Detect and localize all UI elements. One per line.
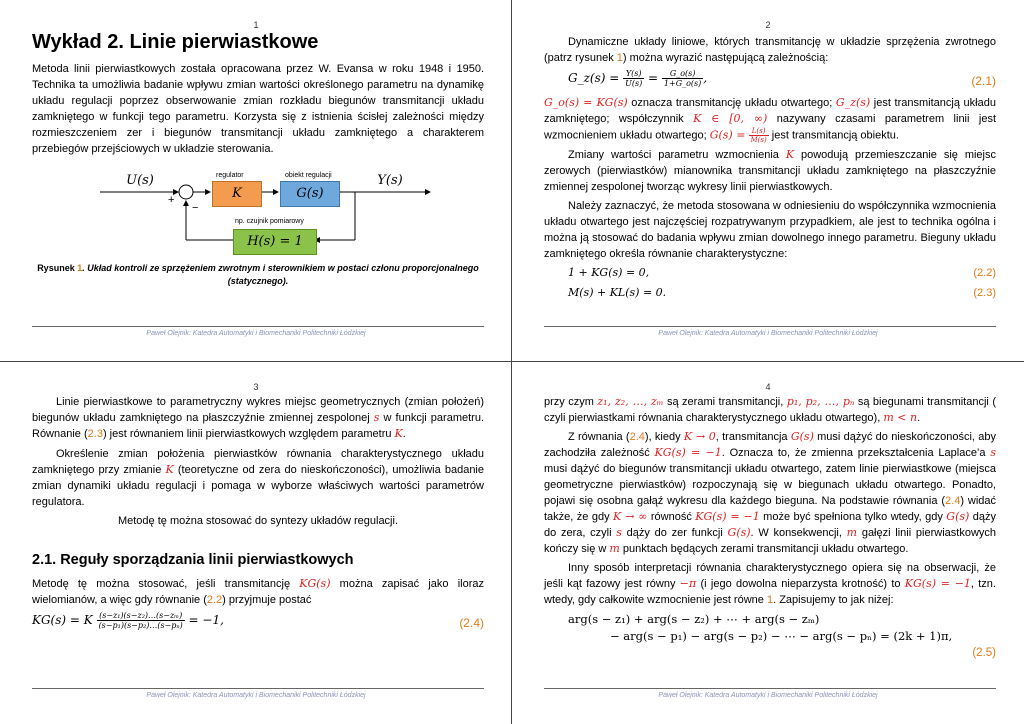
page-footer: Paweł Olejnik: Katedra Automatyki i Biomechaniki Politechniki Łódzkiej: [146, 692, 366, 699]
slide-page-3: [0, 362, 512, 724]
slide-page-1: [0, 0, 512, 362]
equation-2-4: KG(s) = K $\frac{\text{(s−z₁)(s−z₂)…(s−zₘ)}}{\text{(s−p₁)(s−p₂)…(s−pₙ)}}$ = −1, (2.4): [32, 611, 484, 631]
page-number: 3: [253, 382, 259, 392]
figure-caption: Rysunek 1. Układ kontroli ze sprzężeniem zwrotnym i sterownikiem w postaci członu proporcjonalnego (statycznego).: [37, 263, 479, 286]
paragraph: Z równania (2.4), kiedy K → 0, transmitancja G(s) musi dążyć do nieskończoności, aby zachodziła zależność KG(s) = −1. Oznacza to, że zmienna przekształcenia Laplace’a s musi dążyć do biegunów transmitancji układu otwartego, zatem linie pierwiastkowe (miejsca geometryczne pierwiastków) rozpoczynają się w biegunach układu otwartego. Ponadto, pojawi się osobna gałąź wykresu dla każdego bieguna. Na podstawie równania (2.4) widać także, że gdy K → ∞ równość KG(s) = −1 może być spełniona tylko wtedy, gdy G(s) dąży do zera, czyli s dąży do zer funkcji G(s). W konsekwencji, m gałęzi linii pierwiastkowych kończy się w m punktach będących zerami transmitancji układu otwartego.: [544, 430, 997, 555]
equation-number: (2.2): [973, 267, 996, 279]
paragraph: Linie pierwiastkowe to parametryczny wykres miejsc geometrycznych (zmian położeń) biegunów układu zamkniętego na płaszczyźnie zmiennej zespolonej s w funkcji parametru. Równanie (2.3) jest równaniem linii pierwiastkowych względem parametru K.: [32, 396, 485, 441]
footer-rule: [544, 688, 996, 689]
slide-page-4: [512, 362, 1024, 724]
equation-number: (2.3): [973, 287, 996, 299]
equation-2-1: G_z(s) = $\frac{Y(s)}{U(s)}$ = $\frac{G\_o(s)}{1+G\_o(s)}$ , (2.1): [568, 69, 996, 88]
paragraph: Określenie zmian położenia pierwiastków równania charakterystycznego układu zamkniętego przy zmianie K (teoretyczne od zera do nieskończoności), umożliwia badanie zmian dynamiki układu regulacji i pomaga w wyborze właściwych wartości parametrów regulatora.: [32, 447, 484, 509]
paragraph: Inny sposób interpretacji równania charakterystycznego opiera się na obserwacji, że jeśli kąt fazowy jest równy −π (i jego dowolna nieparzysta krotność) to KG(s) = −1, tzn. wtedy, gdy całkowite wzmocnienie jest równe 1. Zapisujemy to jak niżej:: [544, 562, 996, 606]
equation-number: (2.5): [972, 647, 996, 659]
footer-rule: [544, 326, 996, 327]
regulator-block: K: [212, 181, 262, 207]
equation-number: (2.4): [459, 616, 484, 631]
summing-minus-sign: −: [192, 202, 199, 214]
paragraph: Zmiany wartości parametru wzmocnienia K powodują przemieszczanie się miejsc zerowych (pierwiastków) mianownika transmitancji układu zamkniętego na płaszczyźnie zmiennej zespolonej tworząc wykresy linii pierwiastkowych.: [544, 148, 996, 193]
paragraph: G_o(s) = KG(s) oznacza transmitancję układu otwartego; G_z(s) jest transmitancją układu zamkniętego; współczynnik K ∈ [0, ∞) nazywany czasami parametrem linii jest wzmocnieniem układu otwartego; G(s) = $\frac{L(s)}{M(s)}$ jest transmitancją obiektu.: [544, 96, 996, 144]
equation-2-5: [544, 611, 996, 662]
footer-rule: [32, 326, 484, 327]
paragraph: przy czym z₁, z₂, …, zₘ są zerami transmitancji, p₁, p₂, …, pₙ są biegunami transmitancji ( czyli pierwiastkami równania charakterystycznego układu otwartego), m < n.: [544, 395, 996, 424]
footer-rule: [32, 688, 484, 689]
regulator-caption: regulator: [216, 172, 244, 179]
paragraph: Metodę tę można stosować do syntezy układów regulacji.: [117, 515, 399, 528]
object-caption: obiekt regulacji: [285, 172, 332, 179]
page-title: Wykład 2. Linie pierwiastkowe: [32, 31, 319, 53]
block-diagram: [100, 168, 440, 260]
paragraph: Metodę tę można stosować, jeśli transmitancję KG(s) można zapisać jako iloraz wielomianów, a więc gdy równanie (2.2) przyjmuje postać: [32, 576, 484, 607]
sensor-block: H(s) = 1: [233, 229, 317, 255]
object-block: G(s): [280, 181, 340, 207]
page-footer: Paweł Olejnik: Katedra Automatyki i Biomechaniki Politechniki Łódzkiej: [658, 692, 878, 699]
page-number: 1: [253, 20, 259, 30]
equation-number: (2.1): [971, 74, 996, 88]
page-footer: Paweł Olejnik: Katedra Automatyki i Biomechaniki Politechniki Łódzkiej: [146, 330, 366, 337]
sensor-caption: np. czujnik pomiarowy: [235, 218, 304, 225]
slide-page-2: [512, 0, 1024, 362]
output-signal-label: Y(s): [377, 173, 403, 188]
equation-line: arg(s − z₁) + arg(s − z₂) + ⋯ + arg(s − zₘ): [568, 612, 820, 626]
equation-line: − arg(s − p₁) − arg(s − p₂) − ⋯ − arg(s − pₙ) = (2k + 1)π,: [610, 629, 953, 643]
paragraph: Należy zaznaczyć, że metoda stosowana w odniesieniu do współczynnika wzmocnienia układu otwartego jest najczęściej rozpatrywanym przypadkiem, ale jest to technika ogólna i można ją stosować do badania wpływu zmian dowolnego innego parametru. Bieguny układu zamkniętego określa równanie charakterystyczne:: [544, 200, 996, 260]
page-number: 4: [765, 382, 771, 392]
page-number: 2: [765, 20, 771, 30]
section-heading: 2.1. Reguły sporządzania linii pierwiastkowych: [32, 551, 354, 568]
equation-2-3: M(s) + KL(s) = 0. (2.3): [568, 286, 996, 299]
summing-plus-sign: +: [168, 194, 175, 206]
input-signal-label: U(s): [126, 173, 154, 188]
paragraph: Dynamiczne układy liniowe, których transmitancję w układzie sprzężenia zwrotnego (patrz rysunek 1) można wyrazić następującą zależnością:: [544, 36, 996, 64]
page-footer: Paweł Olejnik: Katedra Automatyki i Biomechaniki Politechniki Łódzkiej: [658, 330, 878, 337]
paragraph: Metoda linii pierwiastkowych została opracowana przez W. Evansa w roku 1948 i 1950. Technika ta umożliwia badanie wpływu zmian wartości określonego parametru na dynamikę układu regulacji poprzez obserwowanie zmian rozkładu biegunów transmitancji układu zamkniętego w funkcji tego parametru. Korzysta się z istnienia ścisłej zależności między rozmieszczeniem zer i biegunów transmitancji układu zamkniętego a charakterem przebiegów przejściowych w układzie sterowania.: [32, 62, 484, 155]
equation-2-2: 1 + KG(s) = 0, (2.2): [568, 266, 996, 279]
